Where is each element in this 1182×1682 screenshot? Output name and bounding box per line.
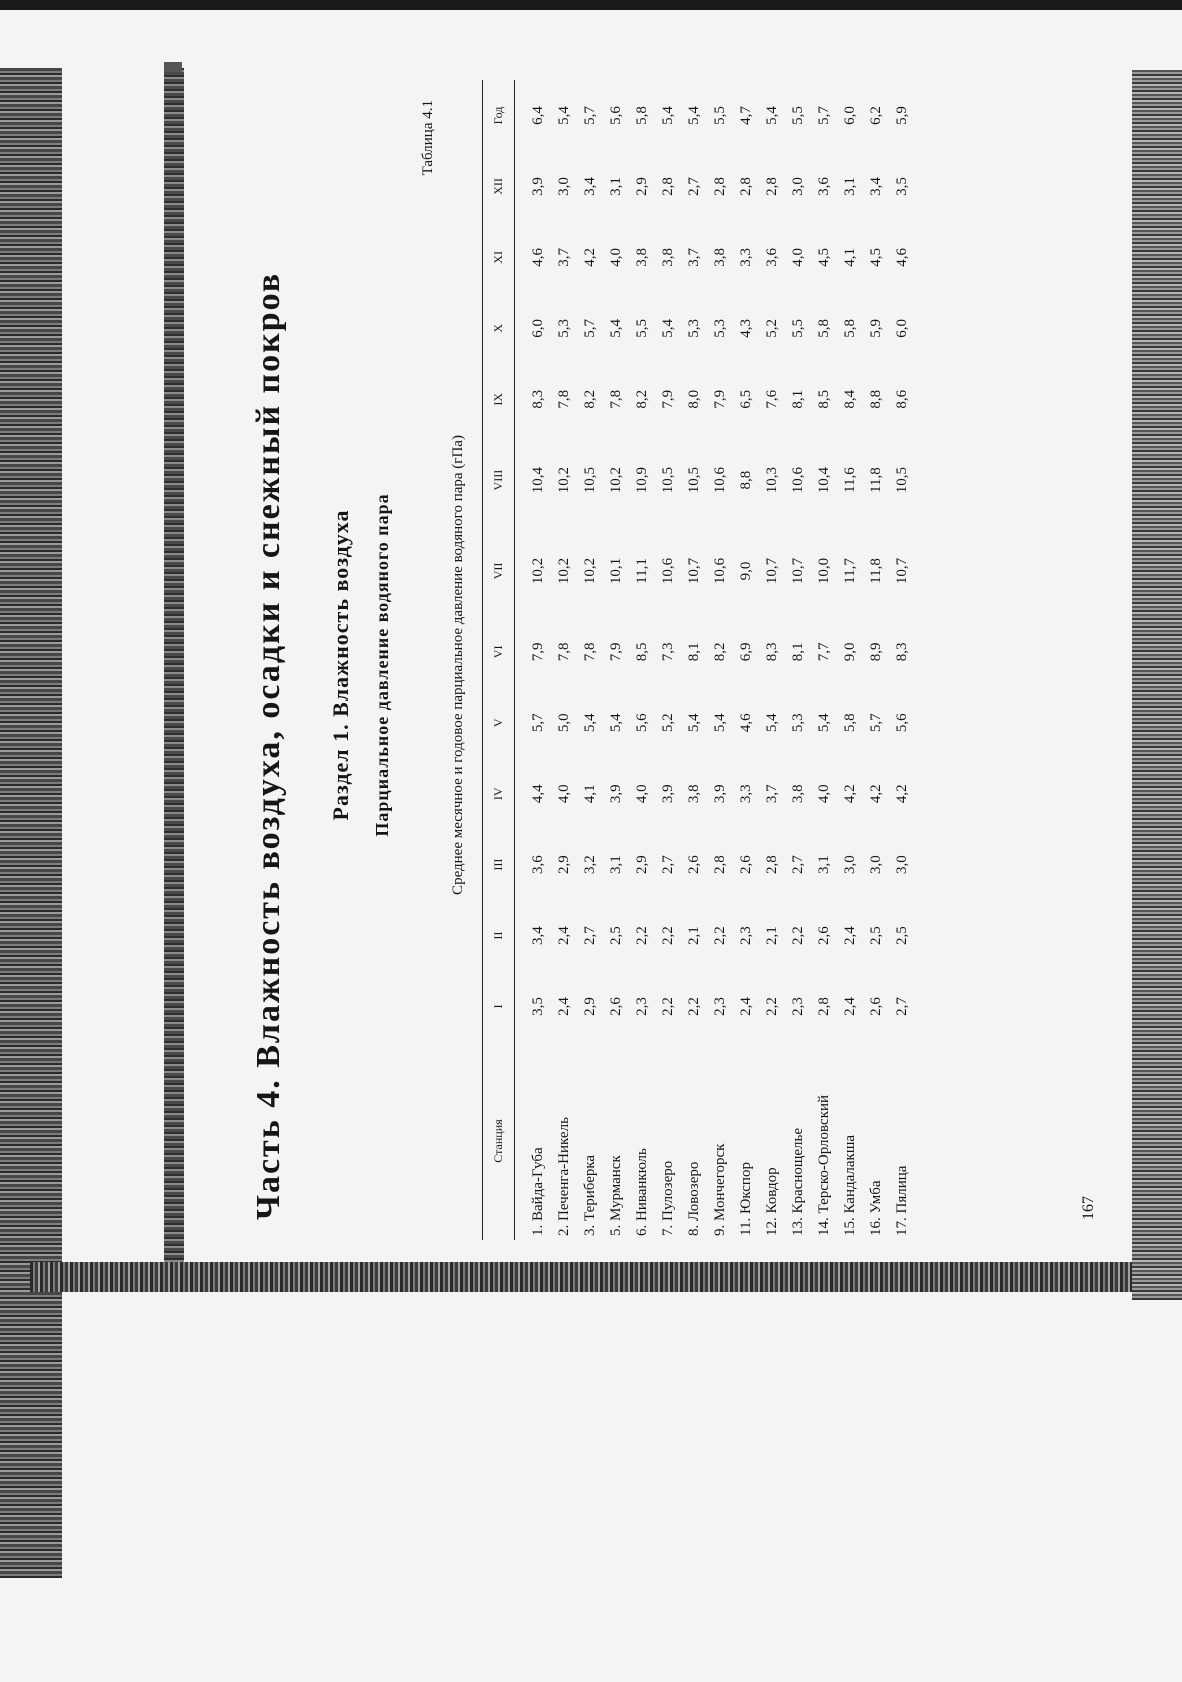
value-cell: 5,2: [659, 713, 676, 733]
value-cell: 4,5: [867, 248, 884, 267]
value-cell: 4,2: [581, 248, 598, 267]
table-caption: Среднее месячное и годовое парциальное давление водяного пара (гПа): [450, 435, 466, 895]
value-cell: 4,2: [867, 784, 884, 804]
value-cell: 2,2: [633, 926, 650, 945]
column-header: VIII: [483, 435, 515, 526]
value-cell: 3,3: [737, 784, 754, 804]
station-name-cell: 3. Териберка: [581, 1154, 598, 1236]
value-cell: 2,2: [659, 997, 676, 1016]
value-cell: 7,6: [763, 389, 780, 409]
value-cell: 6,9: [737, 642, 754, 662]
value-cell: 2,1: [685, 926, 702, 945]
value-cell: 5,2: [763, 318, 780, 338]
station-name-cell: 17. Пялица: [893, 1165, 910, 1236]
value-cell: 5,8: [841, 713, 858, 733]
value-cell: 2,5: [867, 926, 884, 945]
value-cell: 11,1: [633, 558, 650, 584]
value-cell: 11,8: [867, 467, 884, 493]
value-cell: 2,8: [763, 855, 780, 875]
value-cell: 2,2: [711, 926, 728, 945]
value-cell: 7,9: [607, 642, 624, 662]
value-cell: 2,8: [659, 177, 676, 196]
table-number: Таблица 4.1: [420, 100, 436, 176]
station-name-cell: 9. Мончегорск: [711, 1143, 728, 1236]
vapor-pressure-table: [482, 80, 915, 1240]
value-cell: 5,4: [555, 106, 572, 125]
value-cell: 10,1: [607, 557, 624, 585]
value-cell: 10,6: [789, 467, 806, 494]
value-cell: 8,1: [685, 642, 702, 662]
column-header: XI: [483, 222, 515, 293]
value-cell: 4,4: [529, 784, 546, 804]
station-name-cell: 1. Вайда-Губа: [529, 1147, 546, 1236]
value-cell: 3,4: [867, 177, 884, 196]
value-cell: 2,3: [711, 997, 728, 1016]
value-cell: 5,5: [789, 106, 806, 125]
value-cell: 7,3: [659, 642, 676, 662]
value-cell: 3,8: [633, 248, 650, 267]
value-cell: 2,9: [581, 997, 598, 1016]
value-cell: 2,8: [815, 997, 832, 1016]
value-cell: 8,0: [685, 389, 702, 409]
value-cell: 5,7: [581, 318, 598, 338]
value-cell: 2,7: [789, 855, 806, 875]
value-cell: 4,1: [581, 784, 598, 804]
value-cell: 10,2: [555, 557, 572, 585]
value-cell: 2,1: [763, 926, 780, 945]
value-cell: 10,7: [763, 557, 780, 585]
value-cell: 8,8: [867, 389, 884, 409]
value-cell: 8,2: [711, 642, 728, 662]
value-cell: 4,0: [815, 784, 832, 804]
value-cell: 8,1: [789, 642, 806, 662]
value-cell: 10,4: [815, 467, 832, 494]
value-cell: 7,9: [711, 389, 728, 409]
value-cell: 4,0: [633, 784, 650, 804]
value-cell: 2,9: [633, 177, 650, 196]
value-cell: 3,1: [607, 177, 624, 196]
table-row: [785, 80, 811, 1240]
column-header: VI: [483, 616, 515, 687]
column-header: Станция: [483, 1042, 515, 1240]
value-cell: 2,4: [555, 997, 572, 1016]
value-cell: 2,2: [789, 926, 806, 945]
value-cell: 2,2: [659, 926, 676, 945]
value-cell: 5,4: [581, 713, 598, 733]
value-cell: 2,7: [685, 177, 702, 196]
value-cell: 3,0: [555, 177, 572, 196]
value-cell: 5,3: [711, 318, 728, 338]
value-cell: 10,7: [789, 557, 806, 585]
table-row: [603, 80, 629, 1240]
value-cell: 5,9: [867, 318, 884, 338]
value-cell: 2,2: [763, 997, 780, 1016]
section-title: Раздел 1. Влажность воздуха: [328, 509, 353, 821]
value-cell: 5,4: [763, 106, 780, 125]
value-cell: 3,7: [555, 248, 572, 267]
table-row: [515, 80, 552, 1240]
column-header: IV: [483, 758, 515, 829]
station-name-cell: 14. Терско-Орловский: [815, 1094, 832, 1236]
value-cell: 11,8: [867, 558, 884, 584]
column-header: Год: [483, 80, 515, 151]
value-cell: 3,1: [841, 177, 858, 196]
value-cell: 4,2: [841, 784, 858, 804]
value-cell: 9,0: [737, 561, 754, 581]
value-cell: 3,0: [893, 855, 910, 875]
value-cell: 10,2: [581, 557, 598, 585]
value-cell: 10,2: [555, 467, 572, 494]
value-cell: 3,5: [529, 997, 546, 1016]
value-cell: 8,8: [737, 470, 754, 490]
value-cell: 2,6: [737, 855, 754, 875]
value-cell: 2,8: [763, 177, 780, 196]
value-cell: 2,6: [607, 997, 624, 1016]
value-cell: 2,4: [841, 926, 858, 945]
value-cell: 3,6: [815, 177, 832, 196]
value-cell: 7,7: [815, 642, 832, 662]
value-cell: 3,6: [529, 855, 546, 875]
value-cell: 10,5: [659, 467, 676, 494]
value-cell: 2,9: [633, 855, 650, 875]
table-row: [629, 80, 655, 1240]
value-cell: 4,2: [893, 784, 910, 804]
subsection-title: Парциальное давление водяного пара: [372, 493, 392, 837]
scan-binding-shadow-left: [0, 68, 62, 1578]
station-name-cell: 13. Краснощелье: [789, 1127, 806, 1236]
column-header: I: [483, 971, 515, 1042]
value-cell: 2,7: [581, 926, 598, 945]
value-cell: 3,9: [607, 784, 624, 804]
value-cell: 2,3: [737, 926, 754, 945]
value-cell: 10,9: [633, 467, 650, 494]
value-cell: 5,7: [581, 106, 598, 125]
value-cell: 3,1: [815, 855, 832, 875]
value-cell: 8,4: [841, 389, 858, 409]
value-cell: 2,7: [659, 855, 676, 875]
value-cell: 7,8: [607, 389, 624, 409]
value-cell: 3,3: [737, 248, 754, 267]
table-row: [551, 80, 577, 1240]
value-cell: 5,7: [867, 713, 884, 733]
value-cell: 5,4: [815, 713, 832, 733]
table-row: [707, 80, 733, 1240]
station-name-cell: 8. Ловозеро: [685, 1161, 702, 1236]
station-name-cell: 11. Юкспор: [737, 1162, 754, 1236]
value-cell: 10,5: [581, 467, 598, 494]
column-header: VII: [483, 526, 515, 617]
value-cell: 6,5: [737, 389, 754, 409]
value-cell: 5,4: [659, 106, 676, 125]
value-cell: 2,8: [711, 855, 728, 875]
column-header: II: [483, 900, 515, 971]
table-row: [681, 80, 707, 1240]
value-cell: 2,4: [841, 997, 858, 1016]
table-row: [733, 80, 759, 1240]
table-body: [515, 80, 916, 1240]
value-cell: 8,1: [789, 389, 806, 409]
value-cell: 8,6: [893, 389, 910, 409]
value-cell: 2,6: [815, 926, 832, 945]
value-cell: 10,6: [659, 557, 676, 585]
column-header: X: [483, 293, 515, 364]
value-cell: 5,8: [633, 106, 650, 125]
value-cell: 2,7: [893, 997, 910, 1016]
value-cell: 8,5: [815, 389, 832, 409]
value-cell: 7,8: [555, 642, 572, 662]
value-cell: 5,3: [685, 318, 702, 338]
value-cell: 2,6: [867, 997, 884, 1016]
value-cell: 7,9: [659, 389, 676, 409]
table-row: [759, 80, 785, 1240]
value-cell: 3,7: [685, 248, 702, 267]
value-cell: 3,7: [763, 784, 780, 804]
value-cell: 3,8: [659, 248, 676, 267]
value-cell: 5,4: [607, 318, 624, 338]
station-name-cell: 7. Пулозеро: [659, 1160, 676, 1236]
value-cell: 5,8: [815, 318, 832, 338]
value-cell: 2,5: [893, 926, 910, 945]
value-cell: 10,4: [529, 467, 546, 494]
value-cell: 2,6: [685, 855, 702, 875]
value-cell: 10,7: [893, 557, 910, 585]
value-cell: 10,5: [893, 467, 910, 494]
table-row: [889, 80, 915, 1240]
value-cell: 3,8: [685, 784, 702, 804]
value-cell: 7,8: [555, 389, 572, 409]
value-cell: 4,0: [607, 248, 624, 267]
value-cell: 3,8: [789, 784, 806, 804]
table-row: [837, 80, 863, 1240]
value-cell: 3,5: [893, 177, 910, 196]
value-cell: 8,9: [867, 642, 884, 662]
value-cell: 5,5: [711, 106, 728, 125]
value-cell: 2,4: [555, 926, 572, 945]
value-cell: 5,3: [789, 713, 806, 733]
value-cell: 8,2: [581, 389, 598, 409]
value-cell: 4,7: [737, 106, 754, 125]
table-row: [863, 80, 889, 1240]
value-cell: 3,1: [607, 855, 624, 875]
value-cell: 3,4: [529, 926, 546, 945]
value-cell: 8,3: [893, 642, 910, 662]
scan-binding-shadow-bottom: [30, 1262, 1182, 1292]
value-cell: 5,5: [789, 318, 806, 338]
value-cell: 10,7: [685, 557, 702, 585]
value-cell: 5,5: [633, 318, 650, 338]
value-cell: 5,3: [555, 318, 572, 338]
value-cell: 5,7: [815, 106, 832, 125]
page-title: Часть 4. Влажность воздуха, осадки и снежный покров: [250, 271, 287, 1220]
value-cell: 3,6: [763, 248, 780, 267]
value-cell: 5,4: [711, 713, 728, 733]
value-cell: 2,8: [737, 177, 754, 196]
value-cell: 5,6: [607, 106, 624, 125]
column-header: IX: [483, 364, 515, 435]
value-cell: 5,8: [841, 318, 858, 338]
table-row: [655, 80, 681, 1240]
value-cell: 2,9: [555, 855, 572, 875]
column-header: III: [483, 829, 515, 900]
scan-corner-shadow: [164, 62, 182, 72]
value-cell: 8,3: [529, 389, 546, 409]
value-cell: 2,3: [789, 997, 806, 1016]
page-number: 167: [1080, 1196, 1097, 1220]
value-cell: 3,9: [659, 784, 676, 804]
value-cell: 7,8: [581, 642, 598, 662]
value-cell: 2,4: [737, 997, 754, 1016]
value-cell: 5,7: [529, 713, 546, 733]
value-cell: 10,2: [607, 467, 624, 494]
value-cell: 2,8: [711, 177, 728, 196]
value-cell: 2,2: [685, 997, 702, 1016]
value-cell: 5,6: [893, 713, 910, 733]
value-cell: 4,0: [789, 248, 806, 267]
value-cell: 3,2: [581, 855, 598, 875]
value-cell: 5,4: [763, 713, 780, 733]
value-cell: 10,5: [685, 467, 702, 494]
table-row: [577, 80, 603, 1240]
value-cell: 4,0: [555, 784, 572, 804]
value-cell: 10,3: [763, 467, 780, 494]
value-cell: 10,6: [711, 467, 728, 494]
column-header: XII: [483, 151, 515, 222]
station-name-cell: 6. Ниванкюль: [633, 1148, 650, 1236]
value-cell: 6,0: [529, 318, 546, 338]
value-cell: 4,1: [841, 248, 858, 267]
value-cell: 6,0: [841, 106, 858, 125]
value-cell: 5,4: [659, 318, 676, 338]
value-cell: 2,3: [633, 997, 650, 1016]
value-cell: 8,2: [633, 389, 650, 409]
value-cell: 8,5: [633, 642, 650, 662]
value-cell: 4,6: [893, 248, 910, 267]
station-name-cell: 12. Ковдор: [763, 1167, 780, 1236]
value-cell: 3,8: [711, 248, 728, 267]
value-cell: 10,0: [815, 557, 832, 585]
value-cell: 5,6: [633, 713, 650, 733]
value-cell: 9,0: [841, 642, 858, 662]
value-cell: 3,9: [711, 784, 728, 804]
value-cell: 5,4: [607, 713, 624, 733]
scan-page-edge-shadow: [164, 68, 184, 1288]
value-cell: 6,2: [867, 106, 884, 125]
value-cell: 4,5: [815, 248, 832, 267]
value-cell: 8,3: [763, 642, 780, 662]
scan-edge-shadow-right: [1132, 70, 1182, 1300]
value-cell: 5,9: [893, 106, 910, 125]
station-name-cell: 2. Печенга-Никель: [555, 1117, 572, 1236]
station-name-cell: 16. Умба: [867, 1180, 884, 1236]
value-cell: 4,3: [737, 318, 754, 338]
value-cell: 3,0: [867, 855, 884, 875]
book-page: [200, 70, 1120, 1260]
station-name-cell: 5. Мурманск: [607, 1155, 624, 1236]
value-cell: 4,6: [737, 713, 754, 733]
value-cell: 5,4: [685, 713, 702, 733]
value-cell: 3,0: [841, 855, 858, 875]
value-cell: 3,0: [789, 177, 806, 196]
value-cell: 3,9: [529, 177, 546, 196]
value-cell: 11,6: [841, 467, 858, 493]
value-cell: 6,4: [529, 106, 546, 125]
table-header-row: [483, 80, 515, 1240]
value-cell: 3,4: [581, 177, 598, 196]
value-cell: 6,0: [893, 318, 910, 338]
value-cell: 2,5: [607, 926, 624, 945]
value-cell: 5,0: [555, 713, 572, 733]
column-header: V: [483, 687, 515, 758]
table-row: [811, 80, 837, 1240]
value-cell: 4,6: [529, 248, 546, 267]
station-name-cell: 15. Кандалакша: [841, 1134, 858, 1236]
value-cell: 5,4: [685, 106, 702, 125]
value-cell: 7,9: [529, 642, 546, 662]
scan-top-edge: [0, 0, 1182, 10]
value-cell: 10,2: [529, 557, 546, 585]
value-cell: 11,7: [841, 558, 858, 584]
value-cell: 10,6: [711, 557, 728, 585]
